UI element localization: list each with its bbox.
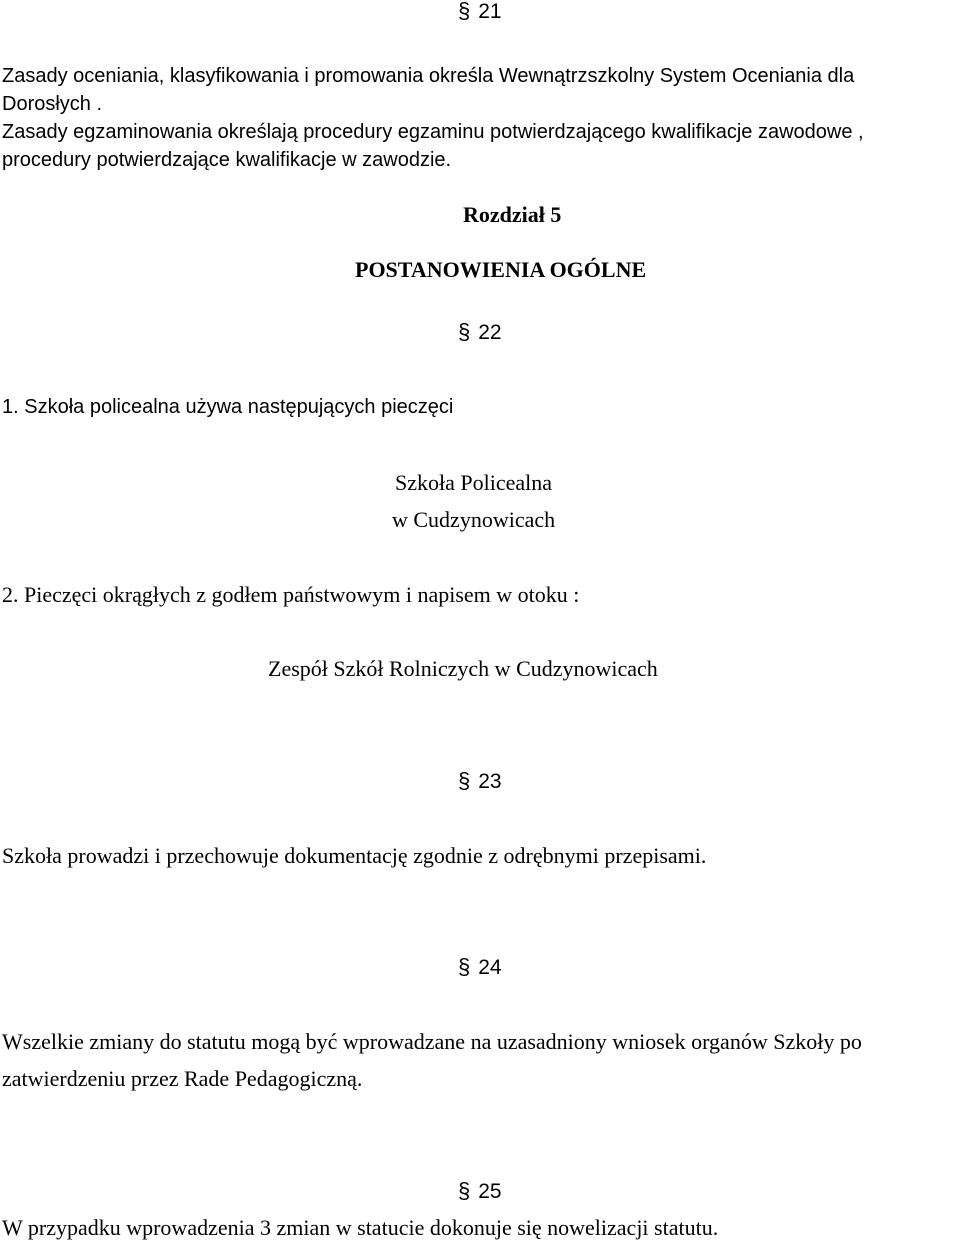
paragraph-21-line-3: Zasady egzaminowania określają procedury egzaminu potwierdzającego kwalifikacje zawodowe , xyxy=(2,121,864,143)
stamp-1-line-2: w Cudzynowicach xyxy=(392,507,556,532)
section-sign-icon: § xyxy=(458,768,471,793)
paragraph-21-line-2: Dorosłych . xyxy=(2,93,103,115)
paragraph-22-item-1: 1. Szkoła policealna używa następujących pieczęci xyxy=(2,396,454,418)
paragraph-24-line-2: zatwierdzeniu przez Rade Pedagogiczną. xyxy=(2,1066,363,1091)
section-23-heading xyxy=(458,770,502,792)
paragraph-22-item-2: 2. Pieczęci okrągłych z godłem państwowym i napisem w otoku : xyxy=(2,582,580,607)
chapter-title: Rozdział 5 xyxy=(463,202,562,227)
section-sign-icon: § xyxy=(458,954,471,979)
section-sign-icon: § xyxy=(458,0,471,23)
paragraph-25-text: W przypadku wprowadzenia 3 zmian w statucie dokonuje się nowelizacji statutu. xyxy=(2,1215,719,1240)
paragraph-23-text: Szkoła prowadzi i przechowuje dokumentację zgodnie z odrębnymi przepisami. xyxy=(2,843,707,868)
section-number: 24 xyxy=(478,956,502,979)
section-number: 21 xyxy=(478,0,502,23)
section-25-heading xyxy=(458,1180,502,1202)
stamp-2-text: Zespół Szkół Rolniczych w Cudzynowicach xyxy=(268,656,658,681)
paragraph-21-line-1: Zasady oceniania, klasyfikowania i promowania określa Wewnątrzszkolny System Oceniania dla xyxy=(2,65,855,87)
section-24-heading xyxy=(458,956,502,978)
paragraph-24-line-1: Wszelkie zmiany do statutu mogą być wprowadzane na uzasadniony wniosek organów Szkoły po xyxy=(2,1029,862,1054)
section-22-heading xyxy=(458,321,502,343)
section-sign-icon: § xyxy=(458,319,471,344)
section-number: 23 xyxy=(478,770,502,793)
section-sign-icon: § xyxy=(458,1178,471,1203)
section-number: 25 xyxy=(478,1180,502,1203)
section-number: 22 xyxy=(478,321,502,344)
paragraph-21-line-4: procedury potwierdzające kwalifikacje w zawodzie. xyxy=(2,149,452,171)
chapter-subtitle: POSTANOWIENIA OGÓLNE xyxy=(355,257,647,282)
stamp-1-line-1: Szkoła Policealna xyxy=(395,470,553,495)
section-21-heading xyxy=(458,0,502,22)
